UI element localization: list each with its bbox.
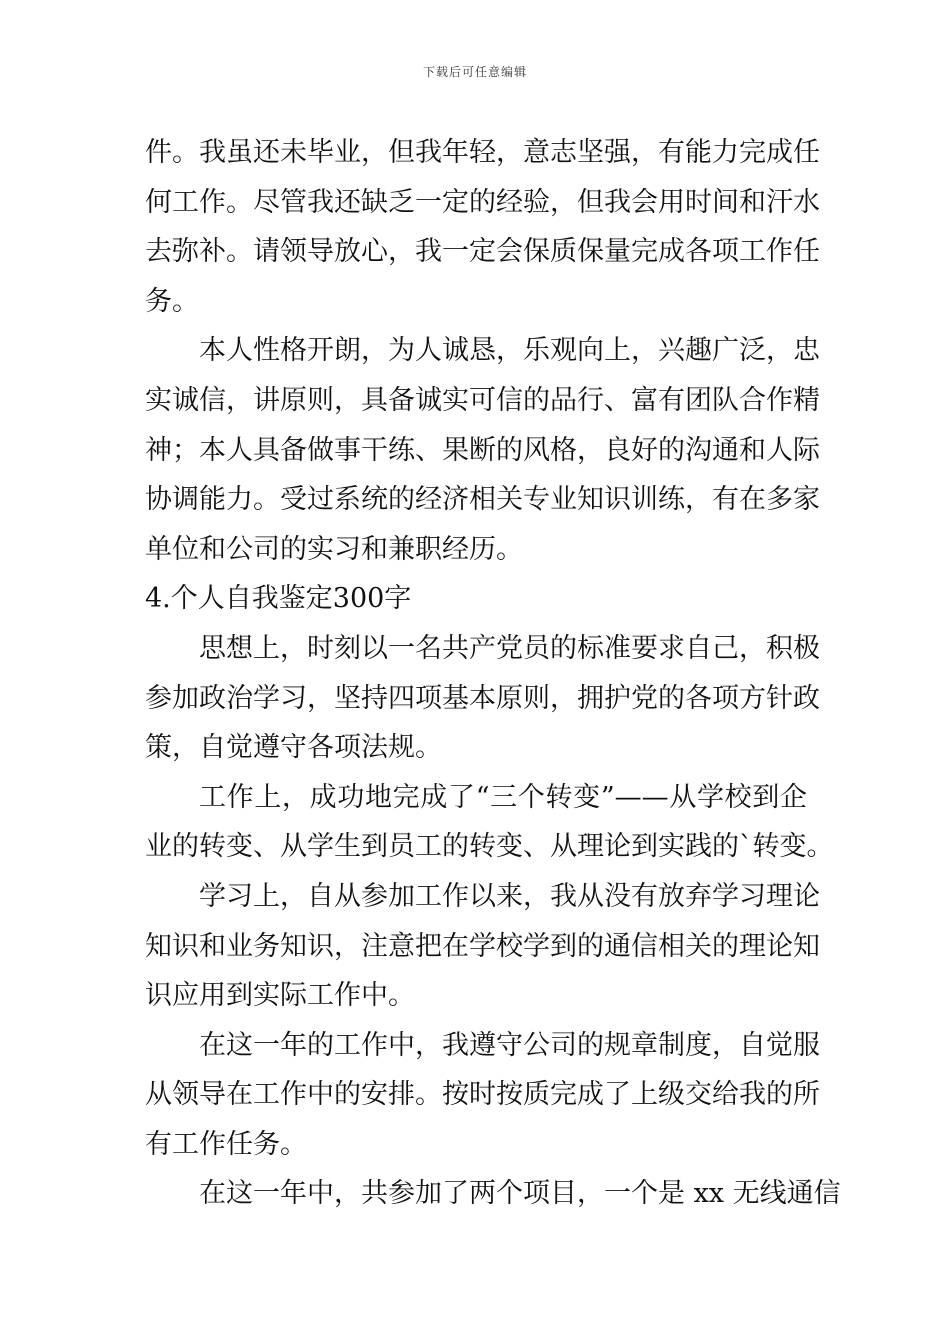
text-line: 去弥补。请领导放心，我一定会保质保量完成各项工作任 (145, 236, 820, 268)
text-line: 单位和公司的实习和兼职经历。 (145, 533, 523, 565)
text-line: 实诚信，讲原则，具备诚实可信的品行、富有团队合作精 (145, 384, 820, 416)
text-line: 策，自觉遵守各项法规。 (145, 732, 442, 764)
text-line: 思想上，时刻以一名共产党员的标准要求自己，积极 (199, 632, 820, 664)
text-line: 学习上，自从参加工作以来，我从没有放弃学习理论 (199, 880, 820, 912)
text-line: 参加政治学习，坚持四项基本原则，拥护党的各项方针政 (145, 682, 820, 714)
text-line: 工作上，成功地完成了“三个转变”——从学校到企 (199, 781, 807, 813)
text-line: 件。我虽还未毕业，但我年轻，意志坚强，有能力完成任 (145, 137, 820, 168)
text-line: 业的转变、从学生到员工的转变、从理论到实践的`转变。 (145, 831, 834, 863)
text-line: 从领导在工作中的安排。按时按质完成了上级交给我的所 (145, 1079, 820, 1111)
text-line: 何工作。尽管我还缺乏一定的经验，但我会用时间和汗水 (145, 186, 820, 218)
text-line: 在这一年中，共参加了两个项目，一个是 xx 无线通信 (199, 1178, 841, 1210)
text-line: 知识和业务知识，注意把在学校学到的通信相关的理论知 (145, 930, 820, 962)
text-line: 有工作任务。 (145, 1128, 307, 1160)
section-heading: 4.个人自我鉴定300字 (145, 583, 412, 615)
text-line: 识应用到实际工作中。 (145, 980, 415, 1012)
text-line: 神；本人具备做事干练、果断的风格，良好的沟通和人际 (145, 434, 820, 466)
document-body (145, 128, 841, 1219)
text-line: 在这一年的工作中，我遵守公司的规章制度，自觉服 (199, 1029, 820, 1061)
text-line: 协调能力。受过系统的经济相关专业知识训练，有在多家 (145, 484, 820, 516)
page-header-note: 下载后可任意编辑 (422, 65, 527, 79)
text-line: 务。 (145, 285, 199, 317)
text-line: 本人性格开朗，为人诚恳，乐观向上，兴趣广泛，忠 (199, 335, 820, 367)
